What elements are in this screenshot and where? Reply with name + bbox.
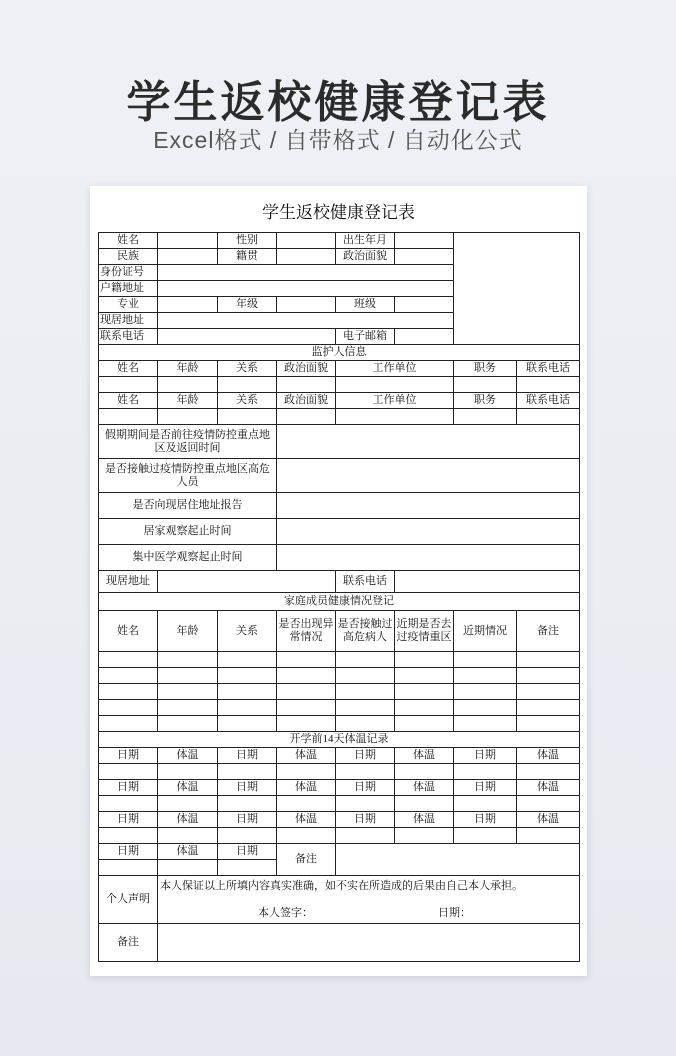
guardian-header: 年龄 <box>158 393 218 409</box>
field-major[interactable] <box>158 297 218 313</box>
cell[interactable] <box>395 700 454 716</box>
family-header: 关系 <box>218 611 277 652</box>
cell[interactable] <box>454 828 517 844</box>
field-birth[interactable] <box>395 233 454 249</box>
cell[interactable] <box>99 796 158 812</box>
answer-report[interactable] <box>277 493 580 519</box>
cell[interactable] <box>336 652 395 668</box>
temp-header: 日期 <box>454 812 517 828</box>
family-header: 备注 <box>517 611 580 652</box>
temp-header: 体温 <box>158 844 218 860</box>
cell[interactable] <box>158 700 218 716</box>
cell[interactable] <box>218 377 277 393</box>
cell[interactable] <box>158 828 218 844</box>
cell[interactable] <box>218 668 277 684</box>
cell[interactable] <box>336 377 454 393</box>
field-contact-phone[interactable] <box>158 329 336 345</box>
label-major: 专业 <box>99 297 158 313</box>
cell[interactable] <box>158 409 218 425</box>
temp-header: 日期 <box>99 844 158 860</box>
cell[interactable] <box>277 409 336 425</box>
cell[interactable] <box>277 764 336 780</box>
temp-header: 日期 <box>218 844 277 860</box>
cell[interactable] <box>517 668 580 684</box>
cell[interactable] <box>277 684 336 700</box>
form-title: 学生返校健康登记表 <box>262 203 415 222</box>
cell[interactable] <box>99 716 158 732</box>
temp-header: 体温 <box>395 780 454 796</box>
guardian-header: 关系 <box>218 393 277 409</box>
label-contact-phone: 联系电话 <box>99 329 158 345</box>
field-grade[interactable] <box>277 297 336 313</box>
cell[interactable] <box>158 652 218 668</box>
field-current-address[interactable] <box>158 313 454 329</box>
health-form-table <box>98 232 580 962</box>
question-home-observation: 居家观察起止时间 <box>99 519 277 545</box>
cell[interactable] <box>218 652 277 668</box>
temp-header: 日期 <box>218 812 277 828</box>
cell[interactable] <box>395 668 454 684</box>
temp-header: 日期 <box>336 748 395 764</box>
cell[interactable] <box>336 700 395 716</box>
cell[interactable] <box>218 684 277 700</box>
field-ethnicity[interactable] <box>158 249 218 265</box>
cell[interactable] <box>99 409 158 425</box>
cell[interactable] <box>395 652 454 668</box>
cell[interactable] <box>517 652 580 668</box>
label-gender: 性别 <box>218 233 277 249</box>
cell[interactable] <box>218 716 277 732</box>
cell[interactable] <box>336 668 395 684</box>
cell[interactable] <box>395 716 454 732</box>
cell[interactable] <box>218 409 277 425</box>
cell[interactable] <box>99 764 158 780</box>
label-grade: 年级 <box>218 297 277 313</box>
temp-header: 体温 <box>277 748 336 764</box>
field-native-place[interactable] <box>277 249 336 265</box>
cell[interactable] <box>99 684 158 700</box>
cell[interactable] <box>454 684 517 700</box>
label-birth: 出生年月 <box>336 233 395 249</box>
family-header: 姓名 <box>99 611 158 652</box>
temp-header: 体温 <box>277 780 336 796</box>
answer-contact[interactable] <box>277 459 580 493</box>
cell[interactable] <box>517 377 580 393</box>
form-sheet <box>90 186 587 976</box>
temperature-row <box>99 828 580 844</box>
cell[interactable] <box>454 668 517 684</box>
declaration-label: 个人声明 <box>99 876 158 924</box>
cell[interactable] <box>454 796 517 812</box>
label-household-address: 户籍地址 <box>99 281 158 297</box>
cell[interactable] <box>99 828 158 844</box>
temp-header: 日期 <box>218 748 277 764</box>
cell[interactable] <box>454 764 517 780</box>
temp-header: 日期 <box>99 780 158 796</box>
cell[interactable] <box>395 796 454 812</box>
cell[interactable] <box>517 828 580 844</box>
family-header: 是否接触过高危病人 <box>336 611 395 652</box>
question-travel: 假期期间是否前往疫情防控重点地区及返回时间 <box>99 425 277 459</box>
field-political[interactable] <box>395 249 454 265</box>
field-name[interactable] <box>158 233 218 249</box>
banner-subtitle: Excel格式 / 自带格式 / 自动化公式 <box>153 127 523 153</box>
family-section-title: 家庭成员健康情况登记 <box>99 593 580 611</box>
guardian-row <box>99 409 580 425</box>
cell[interactable] <box>336 409 454 425</box>
answer-home-observation[interactable] <box>277 519 580 545</box>
cell[interactable] <box>158 716 218 732</box>
temp-header: 体温 <box>517 748 580 764</box>
cell[interactable] <box>454 409 517 425</box>
label-political: 政治面貌 <box>336 249 395 265</box>
guardian-header: 姓名 <box>99 393 158 409</box>
temperature-header-row <box>99 780 580 796</box>
cell[interactable] <box>277 668 336 684</box>
family-row <box>99 652 580 668</box>
cell[interactable] <box>454 652 517 668</box>
guardian-row <box>99 377 580 393</box>
question-report: 是否向现居住地址报告 <box>99 493 277 519</box>
field-household-address[interactable] <box>158 281 454 297</box>
banner-title: 学生返校健康登记表 <box>126 78 550 127</box>
declaration-text: 本人保证以上所填内容真实准确，如不实在所造成的后果由自己本人承担。 <box>160 879 523 892</box>
guardian-header: 政治面貌 <box>277 361 336 377</box>
cell[interactable] <box>158 668 218 684</box>
guardian-header: 职务 <box>454 393 517 409</box>
cell[interactable] <box>277 796 336 812</box>
family-header: 近期情况 <box>454 611 517 652</box>
temp-header: 体温 <box>158 748 218 764</box>
temperature-row <box>99 796 580 812</box>
signature-label[interactable]: 本人签字： <box>258 906 313 919</box>
remark-field[interactable] <box>158 924 580 962</box>
cell[interactable] <box>158 684 218 700</box>
temp-header: 体温 <box>395 748 454 764</box>
field-id-card[interactable] <box>158 265 454 281</box>
question-contact: 是否接触过疫情防控重点地区高危人员 <box>99 459 277 493</box>
answer-medical-observation[interactable] <box>277 545 580 571</box>
temp-header: 体温 <box>395 812 454 828</box>
temp-header: 日期 <box>218 780 277 796</box>
cell[interactable] <box>517 684 580 700</box>
label-current-address-2: 现居地址 <box>99 571 158 593</box>
guardian-header: 工作单位 <box>336 393 454 409</box>
family-header: 年龄 <box>158 611 218 652</box>
temp-header: 体温 <box>517 812 580 828</box>
label-email: 电子邮箱 <box>336 329 395 345</box>
field-email[interactable] <box>395 329 454 345</box>
cell[interactable] <box>158 860 218 876</box>
guardian-header: 关系 <box>218 361 277 377</box>
cell[interactable] <box>218 860 277 876</box>
family-header: 是否出现异常情况 <box>277 611 336 652</box>
temperature-row <box>99 764 580 780</box>
cell[interactable] <box>99 652 158 668</box>
cell[interactable] <box>517 764 580 780</box>
cell[interactable] <box>99 377 158 393</box>
cell[interactable] <box>277 700 336 716</box>
label-contact-phone-2: 联系电话 <box>336 571 395 593</box>
family-row <box>99 668 580 684</box>
field-contact-phone-2[interactable] <box>395 571 580 593</box>
guardian-header: 职务 <box>454 361 517 377</box>
cell[interactable] <box>517 409 580 425</box>
guardian-header: 姓名 <box>99 361 158 377</box>
field-current-address-2[interactable] <box>158 571 336 593</box>
temp-header: 日期 <box>454 780 517 796</box>
field-gender[interactable] <box>277 233 336 249</box>
temp-header: 体温 <box>158 780 218 796</box>
label-current-address: 现居地址 <box>99 313 158 329</box>
cell[interactable] <box>454 377 517 393</box>
temperature-header-row <box>99 748 580 764</box>
cell[interactable] <box>99 860 158 876</box>
answer-travel[interactable] <box>277 425 580 459</box>
temperature-header-row <box>99 812 580 828</box>
declaration-box <box>158 877 579 923</box>
label-native-place: 籍贯 <box>218 249 277 265</box>
cell[interactable] <box>218 828 277 844</box>
cell[interactable] <box>158 796 218 812</box>
guardian-header: 年龄 <box>158 361 218 377</box>
cell[interactable] <box>158 764 218 780</box>
cell[interactable] <box>277 652 336 668</box>
cell[interactable] <box>277 828 336 844</box>
question-medical-observation: 集中医学观察起止时间 <box>99 545 277 571</box>
cell[interactable] <box>218 764 277 780</box>
cell[interactable] <box>218 796 277 812</box>
guardian-header: 工作单位 <box>336 361 454 377</box>
cell[interactable] <box>277 377 336 393</box>
cell[interactable] <box>517 700 580 716</box>
cell[interactable] <box>336 684 395 700</box>
temp-header: 体温 <box>517 780 580 796</box>
family-row <box>99 716 580 732</box>
field-class[interactable] <box>395 297 454 313</box>
temp-header: 体温 <box>158 812 218 828</box>
cell[interactable] <box>99 700 158 716</box>
cell[interactable] <box>336 764 395 780</box>
family-row <box>99 700 580 716</box>
photo-area[interactable] <box>454 233 580 345</box>
guardian-section-title: 监护人信息 <box>99 345 580 361</box>
guardian-header: 联系电话 <box>517 361 580 377</box>
cell[interactable] <box>454 700 517 716</box>
temp-header: 日期 <box>454 748 517 764</box>
family-header: 近期是否去过疫情重区 <box>395 611 454 652</box>
date-label[interactable]: 日期： <box>438 906 471 919</box>
cell[interactable] <box>218 700 277 716</box>
cell[interactable] <box>336 828 395 844</box>
guardian-header: 联系电话 <box>517 393 580 409</box>
cell[interactable] <box>99 668 158 684</box>
cell[interactable] <box>517 796 580 812</box>
cell[interactable] <box>336 796 395 812</box>
temp-remark-field[interactable] <box>336 844 580 876</box>
temp-header: 体温 <box>277 812 336 828</box>
temperature-section-title: 开学前14天体温记录 <box>99 732 580 748</box>
cell[interactable] <box>395 828 454 844</box>
temp-header: 日期 <box>99 812 158 828</box>
temp-header: 日期 <box>336 812 395 828</box>
label-name: 姓名 <box>99 233 158 249</box>
label-class: 班级 <box>336 297 395 313</box>
cell[interactable] <box>336 716 395 732</box>
remark-label: 备注 <box>99 924 158 962</box>
cell[interactable] <box>158 377 218 393</box>
cell[interactable] <box>454 716 517 732</box>
cell[interactable] <box>277 716 336 732</box>
temp-remark-label: 备注 <box>277 844 336 876</box>
cell[interactable] <box>395 684 454 700</box>
temp-header: 日期 <box>336 780 395 796</box>
guardian-header: 政治面貌 <box>277 393 336 409</box>
label-ethnicity: 民族 <box>99 249 158 265</box>
temp-header: 日期 <box>99 748 158 764</box>
cell[interactable] <box>395 764 454 780</box>
family-row <box>99 684 580 700</box>
cell[interactable] <box>517 716 580 732</box>
label-id-card: 身份证号 <box>99 265 158 281</box>
